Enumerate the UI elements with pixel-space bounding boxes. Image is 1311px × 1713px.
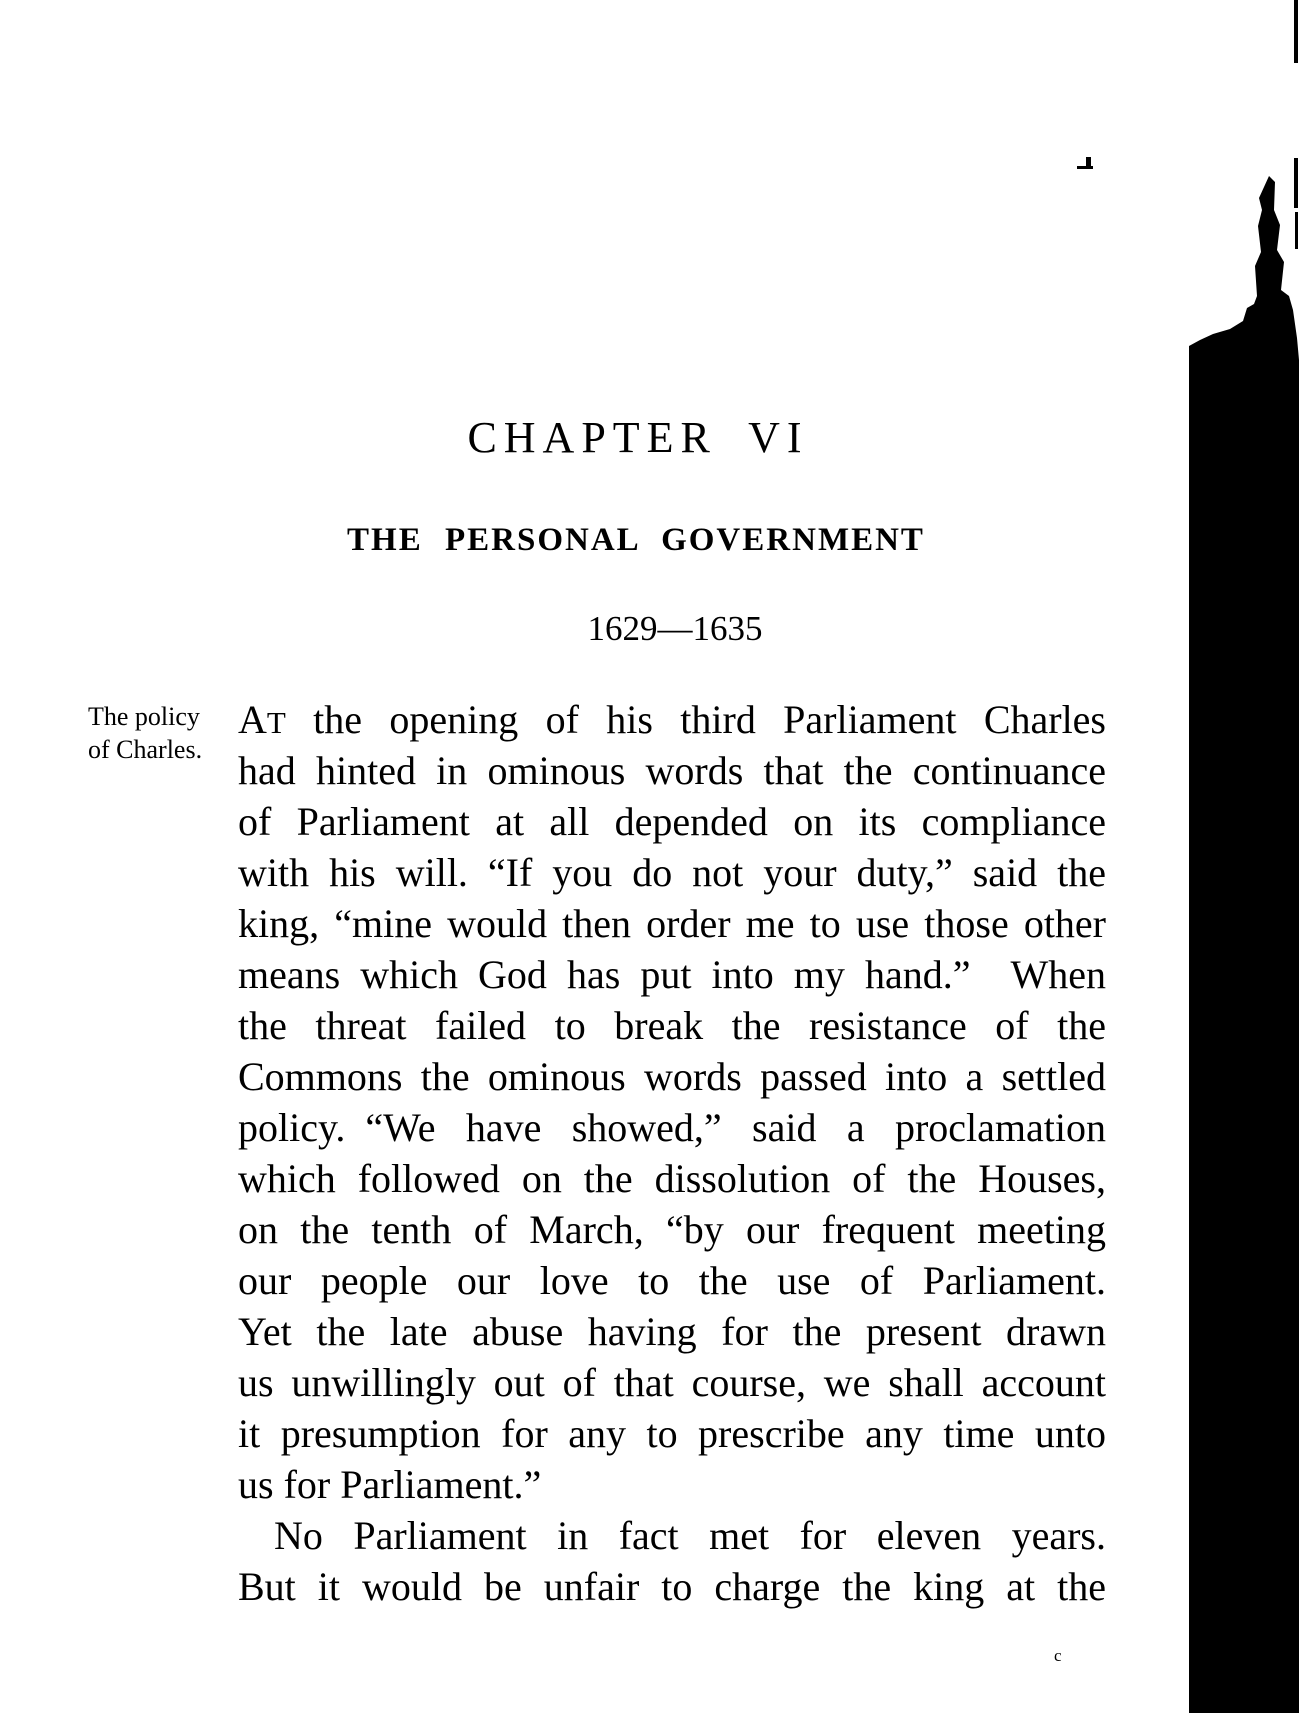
body-line: AT the opening of his third Parliament Charles [238,697,1106,742]
body-line: policy. “We have showed,” said a proclamation [238,1105,1106,1150]
body-line: Yet the late abuse having for the present drawn [238,1309,1106,1354]
body-line: the threat failed to break the resistance of the [238,1003,1106,1048]
body-line: No Parliament in fact met for eleven years. [274,1513,1106,1558]
scan-edge-line [1294,158,1298,208]
stray-corner-mark [1077,166,1093,169]
margin-note-line1: The policy [88,702,200,731]
body-line: Commons the ominous words passed into a settled [238,1054,1106,1099]
body-line: king, “mine would then order me to use those other [238,901,1106,946]
body-line: had hinted in ominous words that the continuance [238,748,1106,793]
body-line: of Parliament at all depended on its compliance [238,799,1106,844]
section-title: THE PERSONAL GOVERNMENT [347,522,925,558]
body-line: which followed on the dissolution of the Houses, [238,1156,1106,1201]
drop-initial: A [238,697,267,742]
small-cap: T [266,705,286,740]
scan-edge-line [1294,0,1298,63]
scan-band-shape [1189,176,1299,1713]
chapter-heading: CHAPTER VI [467,413,809,462]
scan-edge-line [1293,1688,1297,1708]
body-line: it presumption for any to prescribe any time unto [238,1411,1106,1456]
body-line: with his will. “If you do not your duty,” said the [238,850,1106,895]
scan-edge-line [1293,1592,1297,1606]
stray-ink-mark: c [1054,1646,1062,1665]
body-line: But it would be unfair to charge the king at the [238,1564,1106,1609]
scan-edge-line [1295,212,1298,249]
body-line: us unwillingly out of that course, we shall account [238,1360,1106,1405]
body-line: means which God has put into my hand.” When [238,952,1106,997]
date-range: 1629—1635 [587,609,763,648]
stray-corner-mark [1086,157,1091,169]
body-line: us for Parliament.” [238,1462,542,1507]
body-text [238,694,1106,1612]
margin-note-line2: of Charles. [88,735,203,764]
body-line: on the tenth of March, “by our frequent meeting [238,1207,1106,1252]
body-line: our people our love to the use of Parliament. [238,1258,1106,1303]
margin-note [88,700,258,766]
